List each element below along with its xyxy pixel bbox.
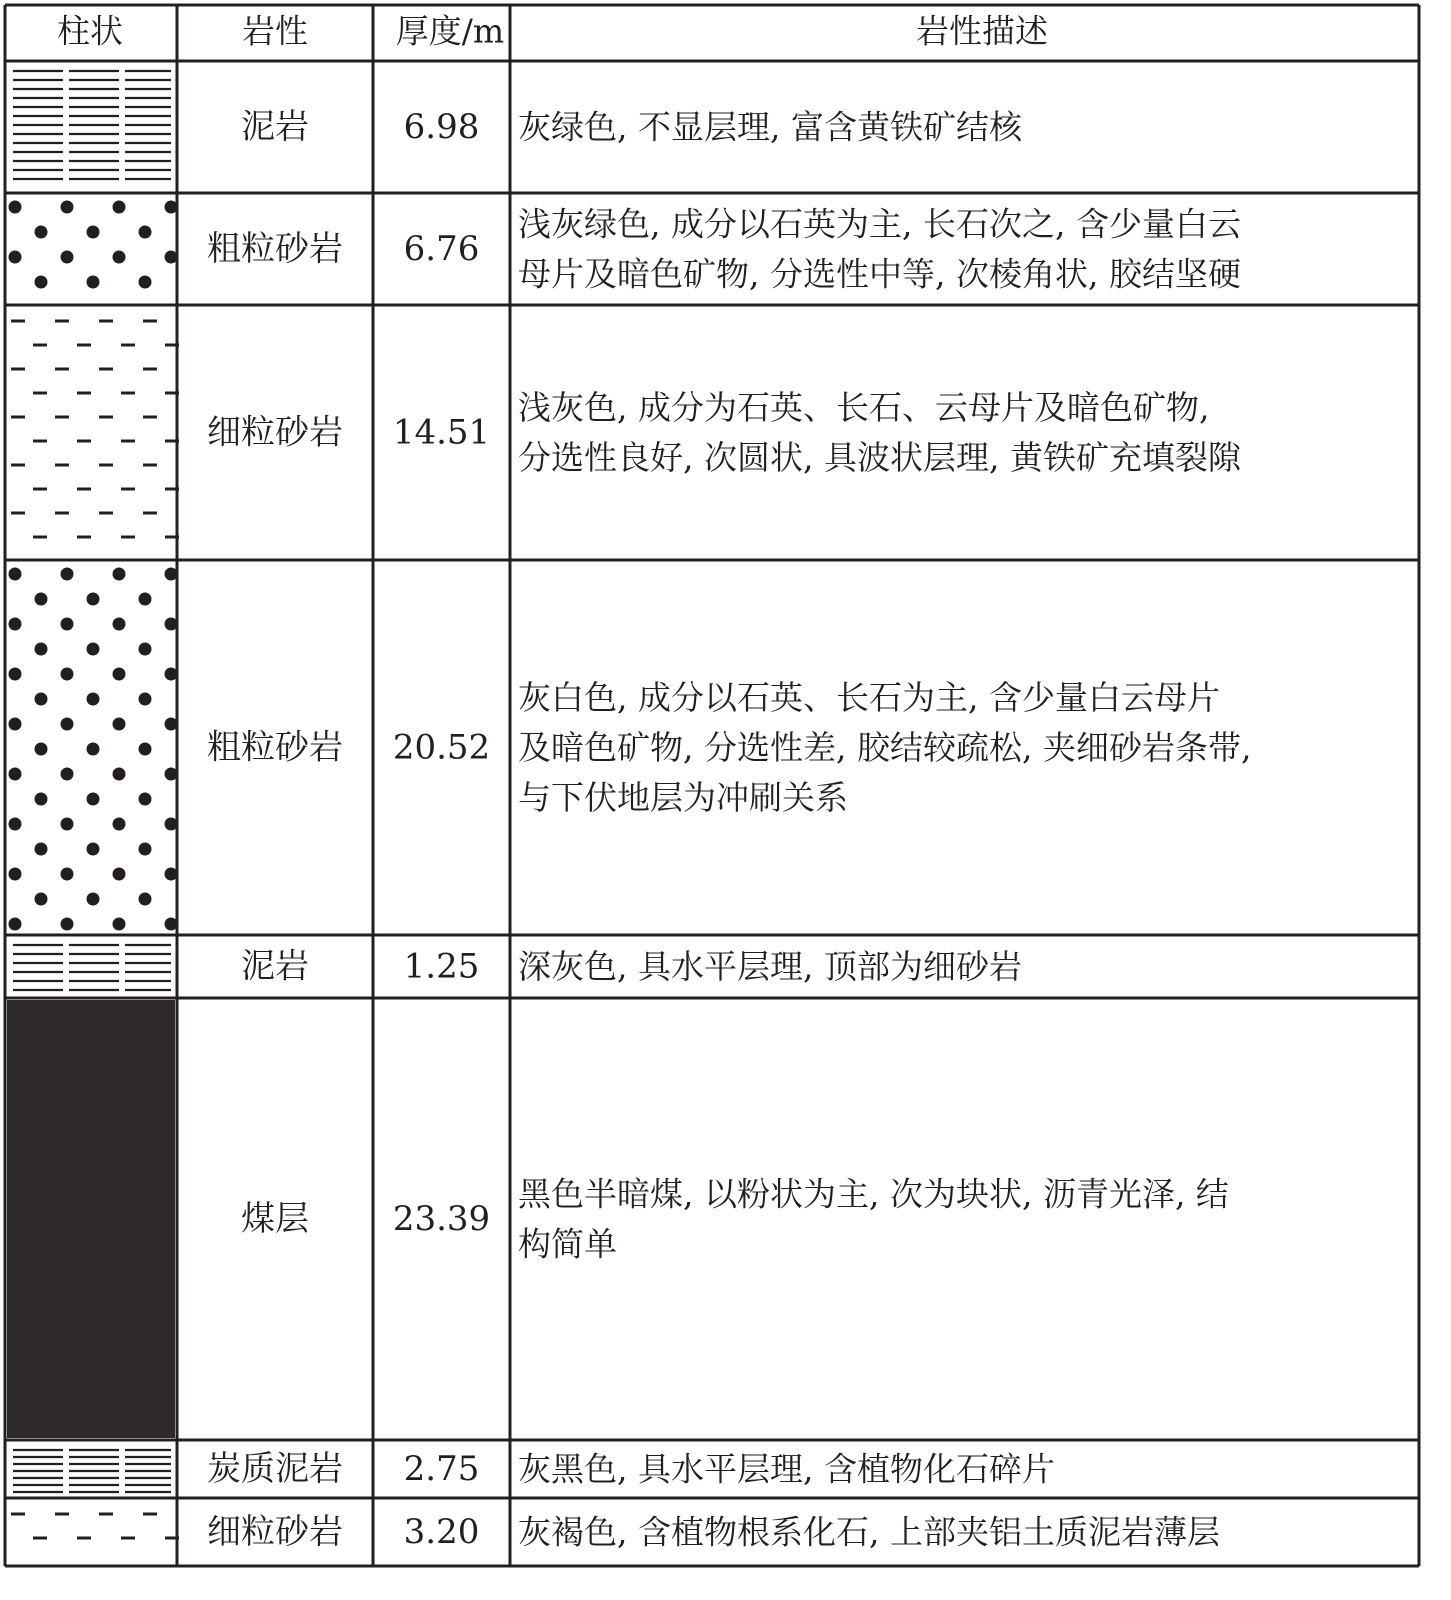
grain-dot (61, 668, 74, 681)
grain-dot (139, 593, 152, 606)
coal-fill (7, 1000, 175, 1438)
row-description-line: 灰白色, 成分以石英、长石为主, 含少量白云母片 (518, 678, 1220, 717)
grain-dot (113, 768, 126, 781)
grain-dot (139, 643, 152, 656)
row-description-line: 及暗色矿物, 分选性差, 胶结较疏松, 夹细砂岩条带, (518, 728, 1252, 767)
grain-dot (9, 868, 22, 881)
row-description-line: 灰绿色, 不显层理, 富含黄铁矿结核 (518, 107, 1022, 147)
header-thickness: 厚度/m (395, 11, 505, 51)
grain-dot (61, 618, 74, 631)
grain-dot (61, 868, 74, 881)
row-thickness: 6.76 (403, 229, 480, 269)
row-thickness: 23.39 (392, 1199, 491, 1239)
grain-dot (113, 568, 126, 581)
column-patterns (7, 71, 179, 1538)
column-pattern-fine-sandstone (11, 321, 179, 537)
row-description-line: 与下伏地层为冲刷关系 (518, 778, 848, 817)
grain-dot (87, 226, 100, 239)
row-lithology: 细粒砂岩 (207, 412, 343, 453)
row-thickness: 1.25 (403, 946, 480, 987)
grain-dot (35, 643, 48, 656)
column-pattern-coarse-sandstone (9, 568, 178, 931)
grain-dot (113, 618, 126, 631)
grain-dot (87, 276, 100, 289)
grain-dot (61, 251, 74, 264)
column-pattern-coal (7, 1000, 175, 1438)
grain-dot (113, 201, 126, 214)
grain-dot (113, 718, 126, 731)
grain-dot (61, 818, 74, 831)
grain-dot (139, 693, 152, 706)
grain-dot (113, 668, 126, 681)
grain-dot (61, 718, 74, 731)
table-text (57, 12, 1251, 1553)
column-pattern-carbonaceous-mudstone (13, 1450, 171, 1492)
row-lithology: 煤层 (241, 1199, 309, 1239)
grain-dot (139, 276, 152, 289)
row-lithology: 泥岩 (241, 946, 309, 987)
grain-dot (9, 818, 22, 831)
grain-dot (9, 768, 22, 781)
grain-dot (9, 568, 22, 581)
grain-dot (35, 693, 48, 706)
row-description-line: 母片及暗色矿物, 分选性中等, 次棱角状, 胶结坚硬 (518, 254, 1241, 294)
grain-dot (35, 743, 48, 756)
grain-dot (87, 743, 100, 756)
grain-dot (87, 793, 100, 806)
column-pattern-coarse-sandstone (9, 201, 178, 289)
row-description-line: 构简单 (518, 1224, 617, 1264)
grain-dot (113, 818, 126, 831)
row-description-line: 分选性良好, 次圆状, 具波状层理, 黄铁矿充填裂隙 (518, 438, 1241, 477)
grain-dot (35, 593, 48, 606)
grain-dot (35, 893, 48, 906)
grain-dot (61, 918, 74, 931)
grain-dot (61, 201, 74, 214)
grain-dot (35, 793, 48, 806)
row-thickness: 3.20 (403, 1512, 480, 1552)
column-pattern-fine-sandstone (11, 1514, 179, 1538)
grain-dot (9, 201, 22, 214)
grain-dot (139, 793, 152, 806)
grain-dot (35, 276, 48, 289)
row-lithology: 炭质泥岩 (207, 1449, 343, 1489)
grain-dot (61, 768, 74, 781)
grain-dot (87, 593, 100, 606)
grain-dot (9, 918, 22, 931)
grain-dot (87, 693, 100, 706)
column-pattern-mudstone (13, 945, 171, 990)
row-lithology: 细粒砂岩 (207, 1512, 343, 1552)
grain-dot (9, 668, 22, 681)
row-description-line: 灰黑色, 具水平层理, 含植物化石碎片 (518, 1449, 1055, 1489)
header-column: 柱状 (57, 11, 123, 51)
row-description-line: 浅灰绿色, 成分以石英为主, 长石次之, 含少量白云 (518, 204, 1241, 244)
grain-dot (35, 843, 48, 856)
grain-dot (87, 843, 100, 856)
grain-dot (87, 643, 100, 656)
row-lithology: 粗粒砂岩 (207, 727, 343, 768)
row-thickness: 6.98 (403, 107, 480, 147)
grain-dot (139, 893, 152, 906)
grain-dot (9, 718, 22, 731)
grain-dot (61, 568, 74, 581)
row-lithology: 泥岩 (241, 107, 309, 147)
row-thickness: 2.75 (403, 1449, 480, 1489)
grain-dot (139, 226, 152, 239)
grain-dot (113, 251, 126, 264)
row-description-line: 黑色半暗煤, 以粉状为主, 次为块状, 沥青光泽, 结 (518, 1174, 1229, 1214)
grain-dot (139, 743, 152, 756)
row-lithology: 粗粒砂岩 (207, 229, 343, 269)
header-lithology: 岩性 (242, 11, 308, 51)
grain-dot (113, 918, 126, 931)
grain-dot (35, 226, 48, 239)
column-pattern-mudstone (13, 71, 171, 179)
grain-dot (139, 843, 152, 856)
grain-dot (9, 251, 22, 264)
row-thickness: 14.51 (392, 412, 491, 453)
row-description-line: 浅灰色, 成分为石英、长石、云母片及暗色矿物, (518, 388, 1210, 427)
row-description-line: 深灰色, 具水平层理, 顶部为细砂岩 (518, 947, 1022, 986)
header-description: 岩性描述 (916, 11, 1048, 51)
row-thickness: 20.52 (392, 727, 491, 768)
row-description-line: 灰褐色, 含植物根系化石, 上部夹铝土质泥岩薄层 (518, 1512, 1220, 1552)
grain-dot (113, 868, 126, 881)
grain-dot (9, 618, 22, 631)
grain-dot (87, 893, 100, 906)
